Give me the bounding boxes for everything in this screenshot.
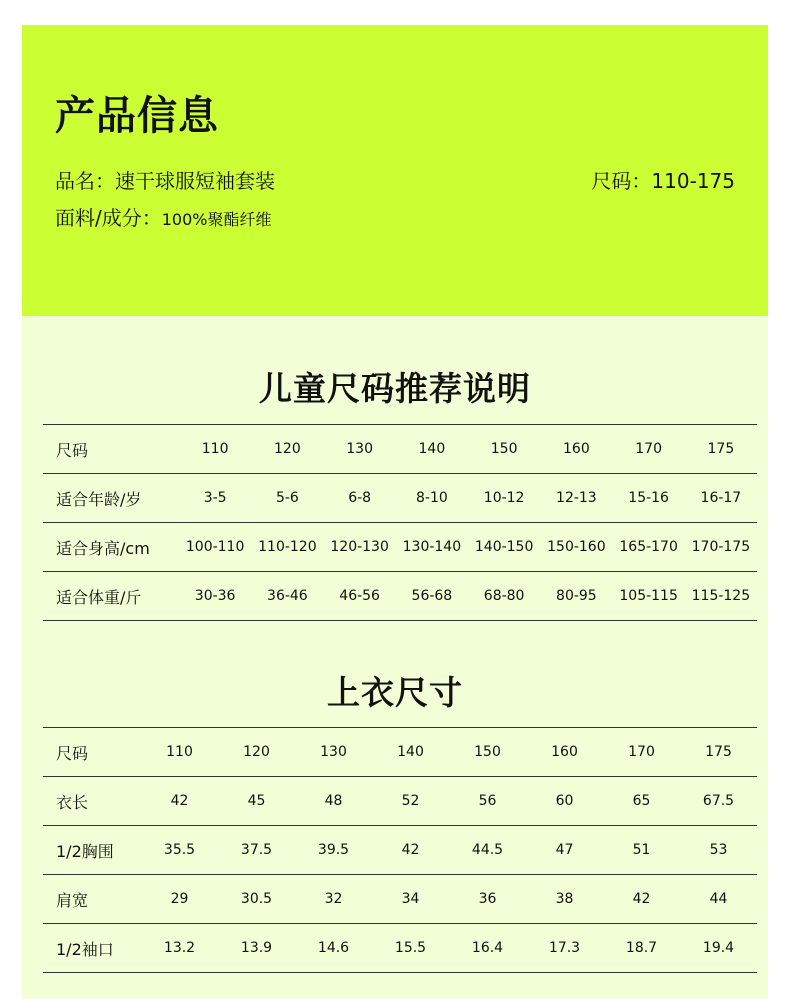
- table-cell: 150: [449, 728, 526, 777]
- table-cell: 14.6: [295, 924, 372, 973]
- table-cell: 140-150: [468, 523, 540, 572]
- table-cell: 35.5: [141, 826, 218, 875]
- table-cell: 13.2: [141, 924, 218, 973]
- top-size-chart-title: 上衣尺寸: [327, 673, 463, 712]
- table-cell: 160: [540, 425, 612, 474]
- table-cell: 140: [372, 728, 449, 777]
- table-cell: 19.4: [680, 924, 757, 973]
- table-cell: 60: [526, 777, 603, 826]
- page-title: 产品信息: [55, 93, 219, 139]
- table-cell: 175: [680, 728, 757, 777]
- row-label: 1/2袖口: [43, 924, 141, 973]
- table-cell: 56: [449, 777, 526, 826]
- product-name-value: 速干球服短袖套装: [115, 169, 275, 193]
- table-cell: 3-5: [179, 474, 251, 523]
- table-cell: 120: [251, 425, 323, 474]
- table-cell: 150: [468, 425, 540, 474]
- table-cell: 37.5: [218, 826, 295, 875]
- material-label: 面料/成分：: [55, 206, 162, 230]
- material-row: [55, 204, 272, 234]
- product-name-label: 品名：: [55, 169, 115, 193]
- table-cell: 36-46: [251, 572, 323, 621]
- row-label: 适合体重/斤: [43, 572, 179, 621]
- table-cell: 120: [218, 728, 295, 777]
- table-cell: 36: [449, 875, 526, 924]
- table-cell: 53: [680, 826, 757, 875]
- table-cell: 13.9: [218, 924, 295, 973]
- table-cell: 44: [680, 875, 757, 924]
- row-label: 肩宽: [43, 875, 141, 924]
- product-info-card: [22, 25, 768, 999]
- size-range-row: [591, 167, 735, 195]
- table-row: [43, 728, 757, 777]
- table-cell: 16-17: [685, 474, 757, 523]
- table-cell: 170: [603, 728, 680, 777]
- table-cell: 68-80: [468, 572, 540, 621]
- table-cell: 5-6: [251, 474, 323, 523]
- table-cell: 15.5: [372, 924, 449, 973]
- table-cell: 130: [324, 425, 396, 474]
- table-cell: 44.5: [449, 826, 526, 875]
- kids-size-table: [43, 424, 757, 621]
- table-cell: 10-12: [468, 474, 540, 523]
- material-value: 100%聚酯纤维: [161, 210, 272, 229]
- kids-size-chart-title: 儿童尺码推荐说明: [259, 369, 531, 408]
- table-cell: 56-68: [396, 572, 468, 621]
- product-info-header: [22, 25, 768, 316]
- table-cell: 48: [295, 777, 372, 826]
- table-cell: 45: [218, 777, 295, 826]
- table-cell: 130: [295, 728, 372, 777]
- table-cell: 46-56: [324, 572, 396, 621]
- table-cell: 30.5: [218, 875, 295, 924]
- table-cell: 6-8: [324, 474, 396, 523]
- table-cell: 170-175: [685, 523, 757, 572]
- table-cell: 16.4: [449, 924, 526, 973]
- table-row: [43, 875, 757, 924]
- table-cell: 110-120: [251, 523, 323, 572]
- table-row: [43, 572, 757, 621]
- table-cell: 38: [526, 875, 603, 924]
- table-cell: 51: [603, 826, 680, 875]
- table-cell: 8-10: [396, 474, 468, 523]
- table-cell: 170: [613, 425, 685, 474]
- table-cell: 12-13: [540, 474, 612, 523]
- table-row: [43, 777, 757, 826]
- table-row: [43, 523, 757, 572]
- table-cell: 110: [141, 728, 218, 777]
- table-cell: 17.3: [526, 924, 603, 973]
- table-cell: 42: [603, 875, 680, 924]
- table-cell: 100-110: [179, 523, 251, 572]
- table-cell: 120-130: [324, 523, 396, 572]
- table-cell: 32: [295, 875, 372, 924]
- row-label: 适合身高/cm: [43, 523, 179, 572]
- row-label: 适合年龄/岁: [43, 474, 179, 523]
- table-cell: 30-36: [179, 572, 251, 621]
- table-cell: 130-140: [396, 523, 468, 572]
- table-cell: 29: [141, 875, 218, 924]
- row-label: 1/2胸围: [43, 826, 141, 875]
- table-cell: 110: [179, 425, 251, 474]
- product-name-row: [55, 167, 275, 195]
- table-cell: 65: [603, 777, 680, 826]
- table-cell: 47: [526, 826, 603, 875]
- table-row: [43, 826, 757, 875]
- size-range-label: 尺码：: [591, 169, 652, 193]
- table-cell: 80-95: [540, 572, 612, 621]
- table-cell: 175: [685, 425, 757, 474]
- table-row: [43, 924, 757, 973]
- row-label: 尺码: [43, 425, 179, 474]
- table-cell: 165-170: [613, 523, 685, 572]
- table-cell: 140: [396, 425, 468, 474]
- table-cell: 52: [372, 777, 449, 826]
- top-size-table: [43, 727, 757, 973]
- table-row: [43, 425, 757, 474]
- table-cell: 42: [141, 777, 218, 826]
- table-cell: 39.5: [295, 826, 372, 875]
- row-label: 尺码: [43, 728, 141, 777]
- table-cell: 34: [372, 875, 449, 924]
- table-cell: 67.5: [680, 777, 757, 826]
- table-cell: 15-16: [613, 474, 685, 523]
- row-label: 衣长: [43, 777, 141, 826]
- size-range-value: 110-175: [651, 169, 735, 193]
- table-row: [43, 474, 757, 523]
- table-cell: 18.7: [603, 924, 680, 973]
- table-cell: 42: [372, 826, 449, 875]
- table-cell: 105-115: [613, 572, 685, 621]
- table-cell: 150-160: [540, 523, 612, 572]
- table-cell: 160: [526, 728, 603, 777]
- table-cell: 115-125: [685, 572, 757, 621]
